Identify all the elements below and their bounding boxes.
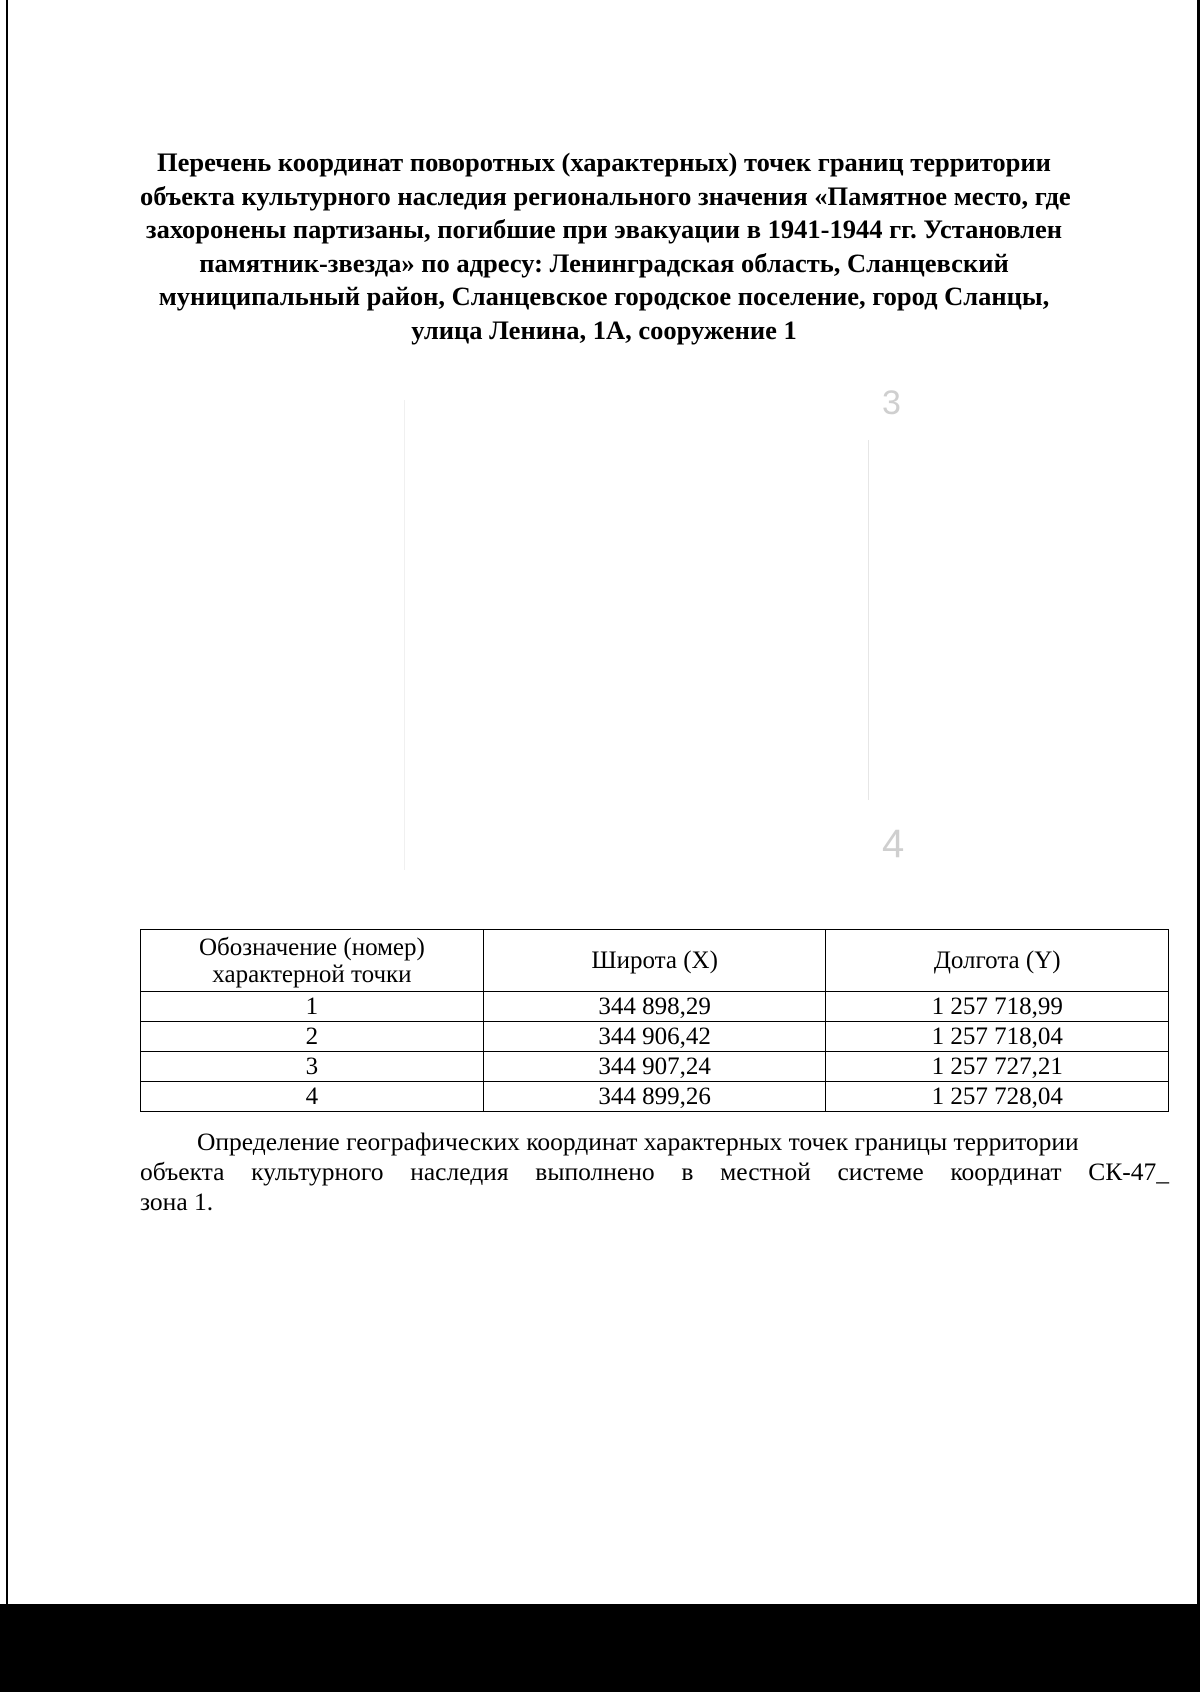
- title-line: захоронены партизаны, погибшие при эвакуации в 1941-1944 гг. Установлен: [145, 214, 1063, 244]
- header-point-line1: Обозначение (номер): [198, 933, 425, 961]
- cell-longitude: 1 257 718,99: [826, 992, 1169, 1022]
- coordinates-table: [140, 929, 1169, 1112]
- cell-point: 1: [141, 992, 484, 1022]
- cell-latitude: 344 899,26: [483, 1082, 826, 1112]
- note-line: Определение географических координат характерных точек границы территории: [197, 1127, 1079, 1156]
- note-line: объекта культурного наследия выполнено в местной системе координат СК-47_: [140, 1157, 1169, 1186]
- title-line: памятник-звезда» по адресу: Ленинградская область, Сланцевский: [199, 247, 1009, 278]
- faint-point-label-4: 4: [882, 822, 905, 866]
- header-point-line2: характерной точки: [212, 960, 412, 988]
- coordinate-system-note: [140, 1127, 1169, 1217]
- document-title: [140, 146, 1071, 347]
- header-longitude: Долгота (Y): [826, 930, 1169, 992]
- title-line: объекта культурного наследия регионального значения «Памятное место, где: [140, 180, 1071, 211]
- cell-latitude: 344 907,24: [483, 1052, 826, 1082]
- faint-boundary-line: [404, 400, 405, 870]
- cell-longitude: 1 257 718,04: [826, 1022, 1169, 1052]
- table-header-row: [141, 930, 1169, 992]
- cell-latitude: 344 898,29: [483, 992, 826, 1022]
- cell-longitude: 1 257 727,21: [826, 1052, 1169, 1082]
- cell-longitude: 1 257 728,04: [826, 1082, 1169, 1112]
- scan-left-edge: [6, 0, 8, 1692]
- title-line: улица Ленина, 1А, сооружение 1: [411, 314, 797, 345]
- table-row: [141, 1082, 1169, 1112]
- scan-bottom-bar: [0, 1604, 1200, 1692]
- cell-point: 4: [141, 1082, 484, 1112]
- cell-point: 3: [141, 1052, 484, 1082]
- header-point: [141, 930, 484, 992]
- table-row: [141, 1022, 1169, 1052]
- header-latitude: Широта (X): [483, 930, 826, 992]
- table-row: [141, 992, 1169, 1022]
- title-line: Перечень координат поворотных (характерных) точек границ территории: [157, 147, 1051, 177]
- table-row: [141, 1052, 1169, 1082]
- cell-latitude: 344 906,42: [483, 1022, 826, 1052]
- faint-point-label-3: 3: [882, 384, 901, 422]
- faint-boundary-line: [868, 440, 869, 800]
- note-line: зона 1.: [140, 1187, 214, 1216]
- title-line: муниципальный район, Сланцевское городское поселение, город Сланцы,: [158, 281, 1050, 311]
- cell-point: 2: [141, 1022, 484, 1052]
